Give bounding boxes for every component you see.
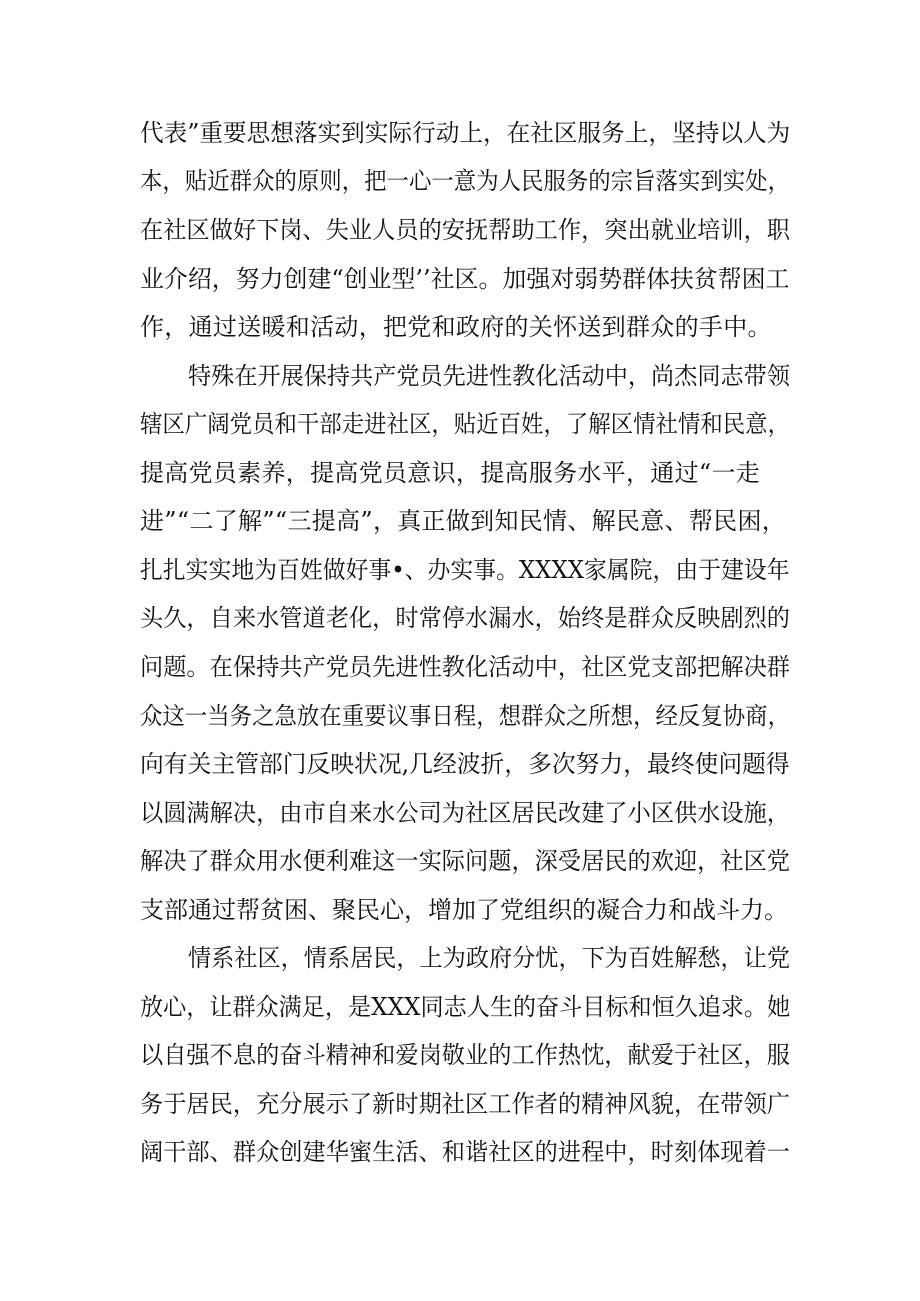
text-line: 提高党员素养，提高党员意识，提高服务水平，通过“一走 [140,459,761,487]
paragraph-first-line: 情系社区，情系居民，上为政府分忧，下为百姓解愁，让党 [188,944,790,972]
text-line: 解决了群众用水便利难这一实际问题，深受居民的欢迎，社区党 [140,847,791,875]
text-line: 扎扎实实地为百姓做好事•、办实事。XXXX家属院，由于建设年 [140,556,790,584]
text-line: 进”“二了解”“三提高”，真正做到知民情、解民意、帮民困， [140,507,787,535]
text-line: 在社区做好下岗、失业人员的安抚帮助工作，突出就业培训，职 [140,216,791,244]
text-line: 以自强不息的奋斗精神和爱岗敬业的工作热忱，献爱于社区，服 [140,1041,791,1069]
text-line: 向有关主管部门反映状况,几经波折，多次努力，最终使问题得 [140,750,790,778]
text-line: 作，通过送暖和活动，把党和政府的关怀送到群众的手中。 [140,313,772,341]
text-line: 众这一当务之急放在重要议事日程，想群众之所想，经反复协商， [140,702,790,730]
text-line: 辖区广阔党员和干部走进社区，贴近百姓，了解区情社情和民意， [140,410,790,438]
text-line: 阔干部、群众创建华蜜生活、和谐社区的进程中，时刻体现着一 [140,1138,791,1166]
text-line: 本，贴近群众的原则，把一心一意为人民服务的宗旨落实到实处， [140,167,790,195]
text-line: 支部通过帮贫困、聚民心，增加了党组织的凝合力和战斗力。 [140,896,788,924]
text-line: 问题。在保持共产党员先进性教化活动中，社区党支部把解决群 [140,653,791,681]
text-line: 放心，让群众满足，是XXX同志人生的奋斗目标和恒久追求。她 [140,993,791,1021]
text-line: 以圆满解决，由市自来水公司为社区居民改建了小区供水设施， [140,799,791,827]
text-line: 务于居民，充分展示了新时期社区工作者的精神风貌，在带领广 [140,1090,791,1118]
text-line: 代表”重要思想落实到实际行动上，在社区服务上，坚持以人为 [140,119,791,147]
text-line: 头久，自来水管道老化，时常停水漏水，始终是群众反映剧烈的 [140,604,791,632]
paragraph-first-line: 特殊在开展保持共产党员先进性教化活动中，尚杰同志带领 [188,362,790,390]
text-line: 业介绍，努力创建“创业型’’社区。加强对弱势群体扶贫帮困工 [140,265,790,293]
